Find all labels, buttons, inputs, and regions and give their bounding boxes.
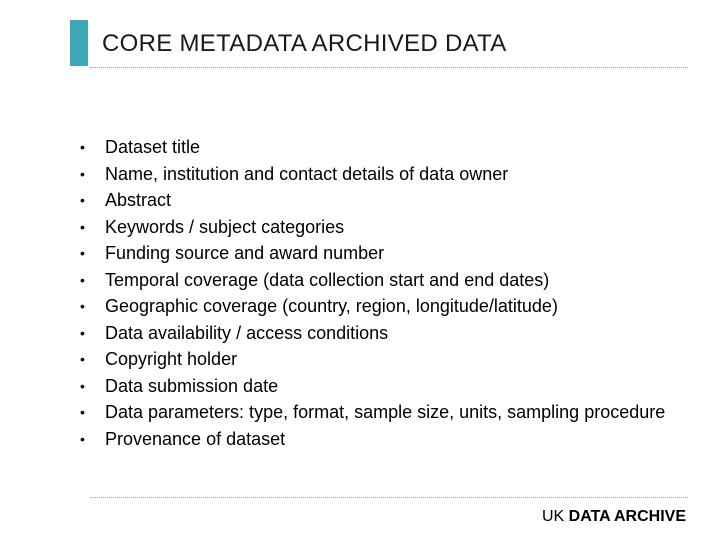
list-item <box>80 269 680 291</box>
list-item-text: Data submission date <box>105 375 279 396</box>
bullet-icon: • <box>80 218 85 235</box>
list-item-text: Temporal coverage (data collection start and end dates) <box>105 269 550 290</box>
list-item-text: Copyright holder <box>105 349 238 369</box>
list-item-text: Geographic coverage (country, region, longitude/latitude) <box>105 296 558 316</box>
bullet-icon: • <box>80 404 85 420</box>
list-item <box>80 216 680 238</box>
bullet-icon: • <box>80 245 85 261</box>
bullet-icon: • <box>80 139 85 155</box>
list-item <box>80 163 680 185</box>
list-item-text: Dataset title <box>105 137 201 157</box>
bullet-icon: • <box>80 165 85 182</box>
list-item-text: Abstract <box>105 190 172 210</box>
title-accent-bar <box>70 20 88 66</box>
list-item <box>80 401 680 423</box>
bullet-icon: • <box>80 377 85 394</box>
top-divider <box>90 67 688 68</box>
bullet-icon: • <box>80 324 85 341</box>
list-item <box>80 242 680 264</box>
list-item <box>80 322 680 344</box>
bullet-icon: • <box>80 298 85 314</box>
footer-brand-name: DATA ARCHIVE <box>568 508 686 525</box>
bullet-icon: • <box>80 192 85 208</box>
list-item <box>80 295 680 317</box>
slide-title: CORE METADATA ARCHIVED DATA <box>102 30 507 57</box>
metadata-list <box>80 136 680 454</box>
list-item-text: Funding source and award number <box>105 243 385 263</box>
list-item <box>80 136 680 158</box>
list-item-text: Data parameters: type, format, sample size, units, sampling procedure <box>105 402 666 422</box>
list-item-text: Name, institution and contact details of data owner <box>105 163 509 184</box>
bullet-icon: • <box>80 271 85 288</box>
list-item <box>80 189 680 211</box>
list-item-text: Provenance of dataset <box>105 428 286 449</box>
footer-brand <box>542 508 686 526</box>
bullet-icon: • <box>80 351 85 367</box>
list-item-text: Keywords / subject categories <box>105 216 345 237</box>
bullet-icon: • <box>80 430 85 447</box>
list-item <box>80 428 680 450</box>
footer-prefix: UK <box>541 508 565 525</box>
bottom-divider <box>90 497 688 498</box>
list-item <box>80 375 680 397</box>
list-item <box>80 348 680 370</box>
list-item-text: Data availability / access conditions <box>105 322 389 343</box>
